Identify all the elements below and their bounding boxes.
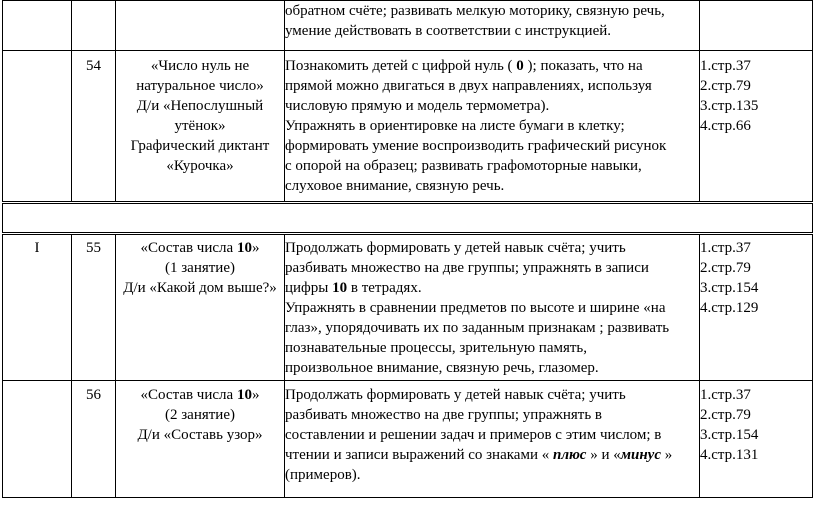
goals-line: разбивать множество на две группы; упражнять в [285, 407, 603, 423]
goals-line: числовую прямую и модель термометра). [285, 98, 550, 114]
topic-line: утёнок» [174, 118, 226, 134]
goals-cell [285, 51, 700, 203]
goals-line: Продолжать формировать у детей навык счёта; учить [285, 240, 626, 256]
literature-ref: 1.стр.37 [700, 58, 751, 74]
literature-ref: 4.стр.66 [700, 118, 751, 134]
goals-cell [285, 234, 700, 381]
literature-cell [700, 234, 813, 381]
emphasis: 10 [236, 387, 252, 403]
goals-cell [285, 381, 700, 498]
goals-line: (примеров). [285, 467, 361, 483]
goals-line: составлении и решении задач и примеров с этим числом; в [285, 427, 662, 443]
goals-line: обратном счёте; развивать мелкую моторику, связную речь, [285, 3, 665, 19]
lesson-number-cell: 55 [72, 234, 116, 381]
goals-line: Упражнять в сравнении предметов по высоте и ширине «на [285, 300, 666, 316]
literature-ref: 3.стр.154 [700, 280, 759, 296]
topic-line: «Число нуль не [150, 58, 250, 74]
week-cell [3, 51, 72, 203]
literature-cell [700, 51, 813, 203]
lesson-plan-table [2, 0, 813, 498]
month-heading [3, 203, 813, 234]
topic-line: Д/и «Непослушный [136, 98, 264, 114]
literature-ref: 4.стр.131 [700, 447, 759, 463]
goals-line: формировать умение воспроизводить графический рисунок [285, 138, 667, 154]
topic-line: Графический диктант [130, 138, 270, 154]
goals-line: цифры 10 в тетрадях. [285, 280, 422, 296]
lesson-number-cell: 56 [72, 381, 116, 498]
goals-line: прямой можно двигаться в двух направлениях, используя [285, 78, 652, 94]
goals-line: Упражнять в ориентировке на листе бумаги в клетку; [285, 118, 625, 134]
literature-cell [700, 1, 813, 51]
topic-line: Д/и «Какой дом выше?» [123, 280, 277, 296]
topic-cell [116, 1, 285, 51]
literature-ref: 4.стр.129 [700, 300, 759, 316]
topic-line: «Состав числа 10» [140, 240, 260, 256]
goals-cell [285, 1, 700, 51]
literature-ref: 2.стр.79 [700, 78, 751, 94]
goals-line: с опорой на образец; развивать графомоторные навыки, [285, 158, 642, 174]
topic-cell [116, 51, 285, 203]
emphasis: плюс [552, 447, 587, 463]
literature-cell [700, 381, 813, 498]
table-row [3, 381, 813, 498]
emphasis: минус [620, 447, 661, 463]
goals-line: умение действовать в соответствии с инструкцией. [285, 23, 612, 39]
topic-line: (2 занятие) [165, 407, 235, 423]
week-cell [3, 1, 72, 51]
literature-ref: 1.стр.37 [700, 387, 751, 403]
lesson-number-cell [72, 1, 116, 51]
goals-line: познавательные процессы, зрительную память, [285, 340, 588, 356]
goals-line: произвольное внимание, связную речь, глазомер. [285, 360, 599, 376]
literature-ref: 2.стр.79 [700, 260, 751, 276]
literature-ref: 3.стр.154 [700, 427, 759, 443]
month-row [3, 203, 813, 234]
goals-line: слуховое внимание, связную речь. [285, 178, 505, 194]
goals-line: глаз», упорядочивать их по заданным признакам ; развивать [285, 320, 670, 336]
week-cell [3, 381, 72, 498]
topic-line: Д/и «Составь узор» [137, 427, 263, 443]
goals-line: Продолжать формировать у детей навык счёта; учить [285, 387, 626, 403]
week-cell: I [3, 234, 72, 381]
table-row [3, 1, 813, 51]
table-row [3, 51, 813, 203]
emphasis: 0 [516, 58, 524, 74]
topic-line: (1 занятие) [165, 260, 235, 276]
goals-line: разбивать множество на две группы; упражнять в записи [285, 260, 649, 276]
topic-cell [116, 234, 285, 381]
topic-line: «Курочка» [166, 158, 234, 174]
emphasis: 10 [332, 280, 348, 296]
goals-line: чтении и записи выражений со знаками « плюс » и «минус » [285, 447, 673, 463]
topic-line: «Состав числа 10» [140, 387, 260, 403]
lesson-number-cell: 54 [72, 51, 116, 203]
emphasis: 10 [236, 240, 252, 256]
topic-line: натуральное число» [136, 78, 264, 94]
topic-cell [116, 381, 285, 498]
goals-line: Познакомить детей с цифрой нуль ( 0 ); показать, что на [285, 58, 643, 74]
literature-ref: 2.стр.79 [700, 407, 751, 423]
literature-ref: 1.стр.37 [700, 240, 751, 256]
literature-ref: 3.стр.135 [700, 98, 759, 114]
table-row [3, 234, 813, 381]
